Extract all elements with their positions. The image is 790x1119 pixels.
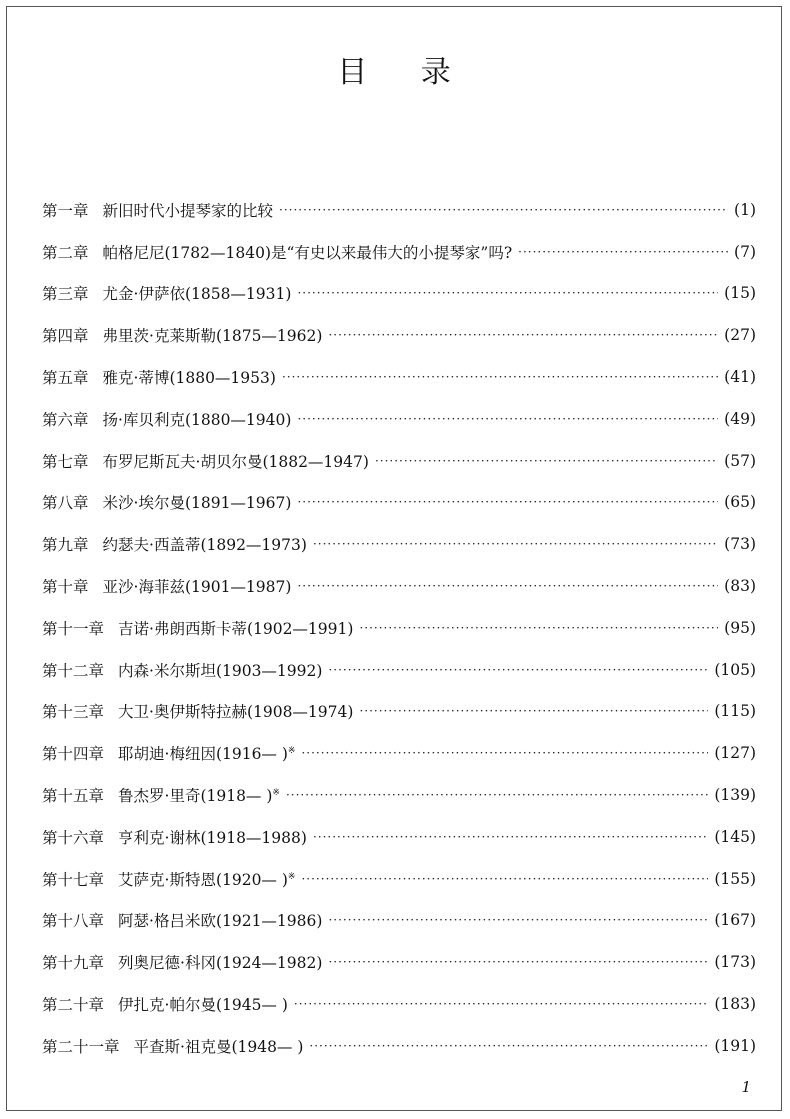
dot-leader [375, 454, 718, 468]
chapter-title-wrap [103, 575, 292, 597]
chapter-number: 第九章 [42, 536, 89, 555]
chapter-title-wrap [103, 408, 292, 430]
chapter-title: 耶胡迪·梅纽因(1916— ) [118, 745, 288, 764]
chapter-title: 鲁杰罗·里奇(1918— ) [118, 787, 273, 806]
toc-entry[interactable] [42, 816, 756, 858]
dot-leader [328, 955, 708, 969]
footnote-mark: ※ [287, 746, 296, 757]
chapter-title: 阿瑟·格吕米欧(1921—1986) [118, 912, 323, 931]
dot-leader [328, 913, 708, 927]
dot-leader [301, 746, 708, 760]
dot-leader [294, 997, 708, 1011]
chapter-title: 雅克·蒂博(1880—1953) [102, 369, 276, 388]
entry-page-number: (65) [724, 493, 756, 512]
toc-entry[interactable] [42, 356, 756, 398]
chapter-title: 约瑟夫·西盖蒂(1892—1973) [102, 536, 307, 555]
dot-leader [328, 663, 708, 677]
chapter-number: 第十三章 [42, 703, 105, 722]
chapter-title-wrap [134, 1035, 304, 1057]
chapter-title-wrap [103, 450, 369, 472]
chapter-title-wrap [103, 241, 513, 263]
chapter-title-wrap [118, 617, 353, 639]
entry-page-number: (155) [714, 869, 756, 888]
chapter-number: 第三章 [42, 285, 89, 304]
chapter-title-wrap [118, 993, 288, 1015]
chapter-title: 尤金·伊萨依(1858—1931) [102, 285, 292, 304]
dot-leader [286, 788, 708, 802]
entry-page-number: (7) [734, 242, 756, 261]
toc-entry[interactable] [42, 691, 756, 733]
entry-page-number: (183) [714, 995, 756, 1014]
dot-leader [309, 1039, 708, 1053]
chapter-title-wrap [103, 324, 323, 346]
book-page [6, 6, 782, 1111]
chapter-number: 第十七章 [42, 870, 105, 889]
chapter-number: 第十九章 [42, 954, 105, 973]
chapter-number: 第六章 [42, 410, 89, 429]
entry-page-number: (127) [714, 744, 756, 763]
chapter-title: 新旧时代小提琴家的比较 [102, 201, 274, 220]
chapter-title: 伊扎克·帕尔曼(1945— ) [118, 996, 288, 1015]
chapter-title-wrap [118, 909, 322, 931]
toc-entry[interactable] [42, 440, 756, 482]
toc-entry[interactable] [42, 273, 756, 315]
chapter-number: 第十八章 [42, 912, 105, 931]
chapter-number: 第四章 [42, 327, 89, 346]
table-of-contents [42, 189, 756, 1067]
chapter-title-wrap [118, 826, 307, 848]
entry-page-number: (105) [714, 660, 756, 679]
entry-page-number: (167) [714, 911, 756, 930]
entry-page-number: (191) [714, 1036, 756, 1055]
chapter-title-wrap [103, 533, 307, 555]
toc-entry[interactable] [42, 398, 756, 440]
dot-leader [301, 872, 708, 886]
chapter-title: 吉诺·弗朗西斯卡蒂(1902—1991) [118, 619, 354, 638]
chapter-title-wrap [118, 659, 322, 681]
toc-entry[interactable] [42, 231, 756, 273]
page-title: 目 录 [337, 55, 473, 90]
toc-entry[interactable] [42, 314, 756, 356]
entry-page-number: (95) [724, 618, 756, 637]
chapter-number: 第十六章 [42, 828, 105, 847]
dot-leader [282, 370, 718, 384]
chapter-number: 第二章 [42, 243, 89, 262]
entry-page-number: (49) [724, 409, 756, 428]
toc-entry[interactable] [42, 900, 756, 942]
entry-page-number: (139) [714, 786, 756, 805]
chapter-title: 艾萨克·斯特恩(1920— ) [118, 870, 288, 889]
toc-entry[interactable] [42, 607, 756, 649]
entry-page-number: (15) [724, 284, 756, 303]
chapter-number: 第五章 [42, 369, 89, 388]
entry-page-number: (173) [714, 953, 756, 972]
toc-entry[interactable] [42, 482, 756, 524]
chapter-title-wrap [118, 700, 353, 722]
dot-leader [328, 328, 718, 342]
dot-leader [313, 537, 718, 551]
dot-leader [313, 830, 708, 844]
toc-entry[interactable] [42, 649, 756, 691]
chapter-title: 米沙·埃尔曼(1891—1967) [102, 494, 292, 513]
footnote-mark: ※ [272, 787, 280, 798]
page-number: 1 [741, 1078, 751, 1096]
chapter-title: 平查斯·祖克曼(1948— ) [133, 1037, 304, 1056]
footnote-mark: ※ [287, 871, 296, 882]
toc-entry[interactable] [42, 1025, 756, 1067]
chapter-title-wrap [118, 868, 295, 890]
entry-page-number: (145) [714, 827, 756, 846]
chapter-title-wrap [118, 951, 322, 973]
chapter-number: 第八章 [42, 494, 89, 513]
dot-leader [297, 286, 718, 300]
chapter-title-wrap [103, 282, 292, 304]
entry-page-number: (83) [724, 577, 756, 596]
dot-leader [297, 412, 718, 426]
toc-entry[interactable] [42, 189, 756, 231]
chapter-number: 第十四章 [42, 745, 105, 764]
toc-entry[interactable] [42, 732, 756, 774]
entry-page-number: (1) [734, 200, 756, 219]
dot-leader [297, 495, 718, 509]
chapter-title: 布罗尼斯瓦夫·胡贝尔曼(1882—1947) [102, 452, 369, 471]
chapter-title: 扬·库贝利克(1880—1940) [102, 410, 292, 429]
dot-leader [279, 203, 728, 217]
chapter-number: 第十一章 [42, 619, 105, 638]
chapter-title-wrap [118, 784, 280, 806]
chapter-title: 列奥尼德·科冈(1924—1982) [118, 954, 323, 973]
chapter-title: 帕格尼尼(1782—1840)是“有史以来最伟大的小提琴家”吗? [102, 243, 513, 262]
chapter-title: 大卫·奥伊斯特拉赫(1908—1974) [118, 703, 354, 722]
chapter-number: 第十五章 [42, 787, 105, 806]
toc-entry[interactable] [42, 941, 756, 983]
chapter-title: 亚沙·海菲兹(1901—1987) [102, 578, 292, 597]
toc-entry[interactable] [42, 523, 756, 565]
chapter-title-wrap [103, 199, 274, 221]
dot-leader [518, 245, 728, 259]
toc-entry[interactable] [42, 565, 756, 607]
chapter-number: 第七章 [42, 452, 89, 471]
entry-page-number: (57) [724, 451, 756, 470]
entry-page-number: (73) [724, 535, 756, 554]
toc-entry[interactable] [42, 858, 756, 900]
entry-page-number: (41) [724, 368, 756, 387]
dot-leader [359, 621, 718, 635]
chapter-title: 弗里茨·克莱斯勒(1875—1962) [102, 327, 323, 346]
chapter-number: 第十二章 [42, 661, 105, 680]
chapter-number: 第十章 [42, 578, 89, 597]
chapter-title-wrap [103, 491, 292, 513]
chapter-title: 内森·米尔斯坦(1903—1992) [118, 661, 323, 680]
toc-entry[interactable] [42, 774, 756, 816]
toc-entry[interactable] [42, 983, 756, 1025]
chapter-title: 亨利克·谢林(1918—1988) [118, 828, 307, 847]
dot-leader [297, 579, 718, 593]
chapter-number: 第二十一章 [42, 1037, 120, 1056]
dot-leader [359, 704, 708, 718]
entry-page-number: (115) [714, 702, 756, 721]
chapter-title-wrap [103, 366, 276, 388]
entry-page-number: (27) [724, 326, 756, 345]
chapter-number: 第二十章 [42, 996, 105, 1015]
chapter-number: 第一章 [42, 201, 89, 220]
chapter-title-wrap [118, 742, 295, 764]
